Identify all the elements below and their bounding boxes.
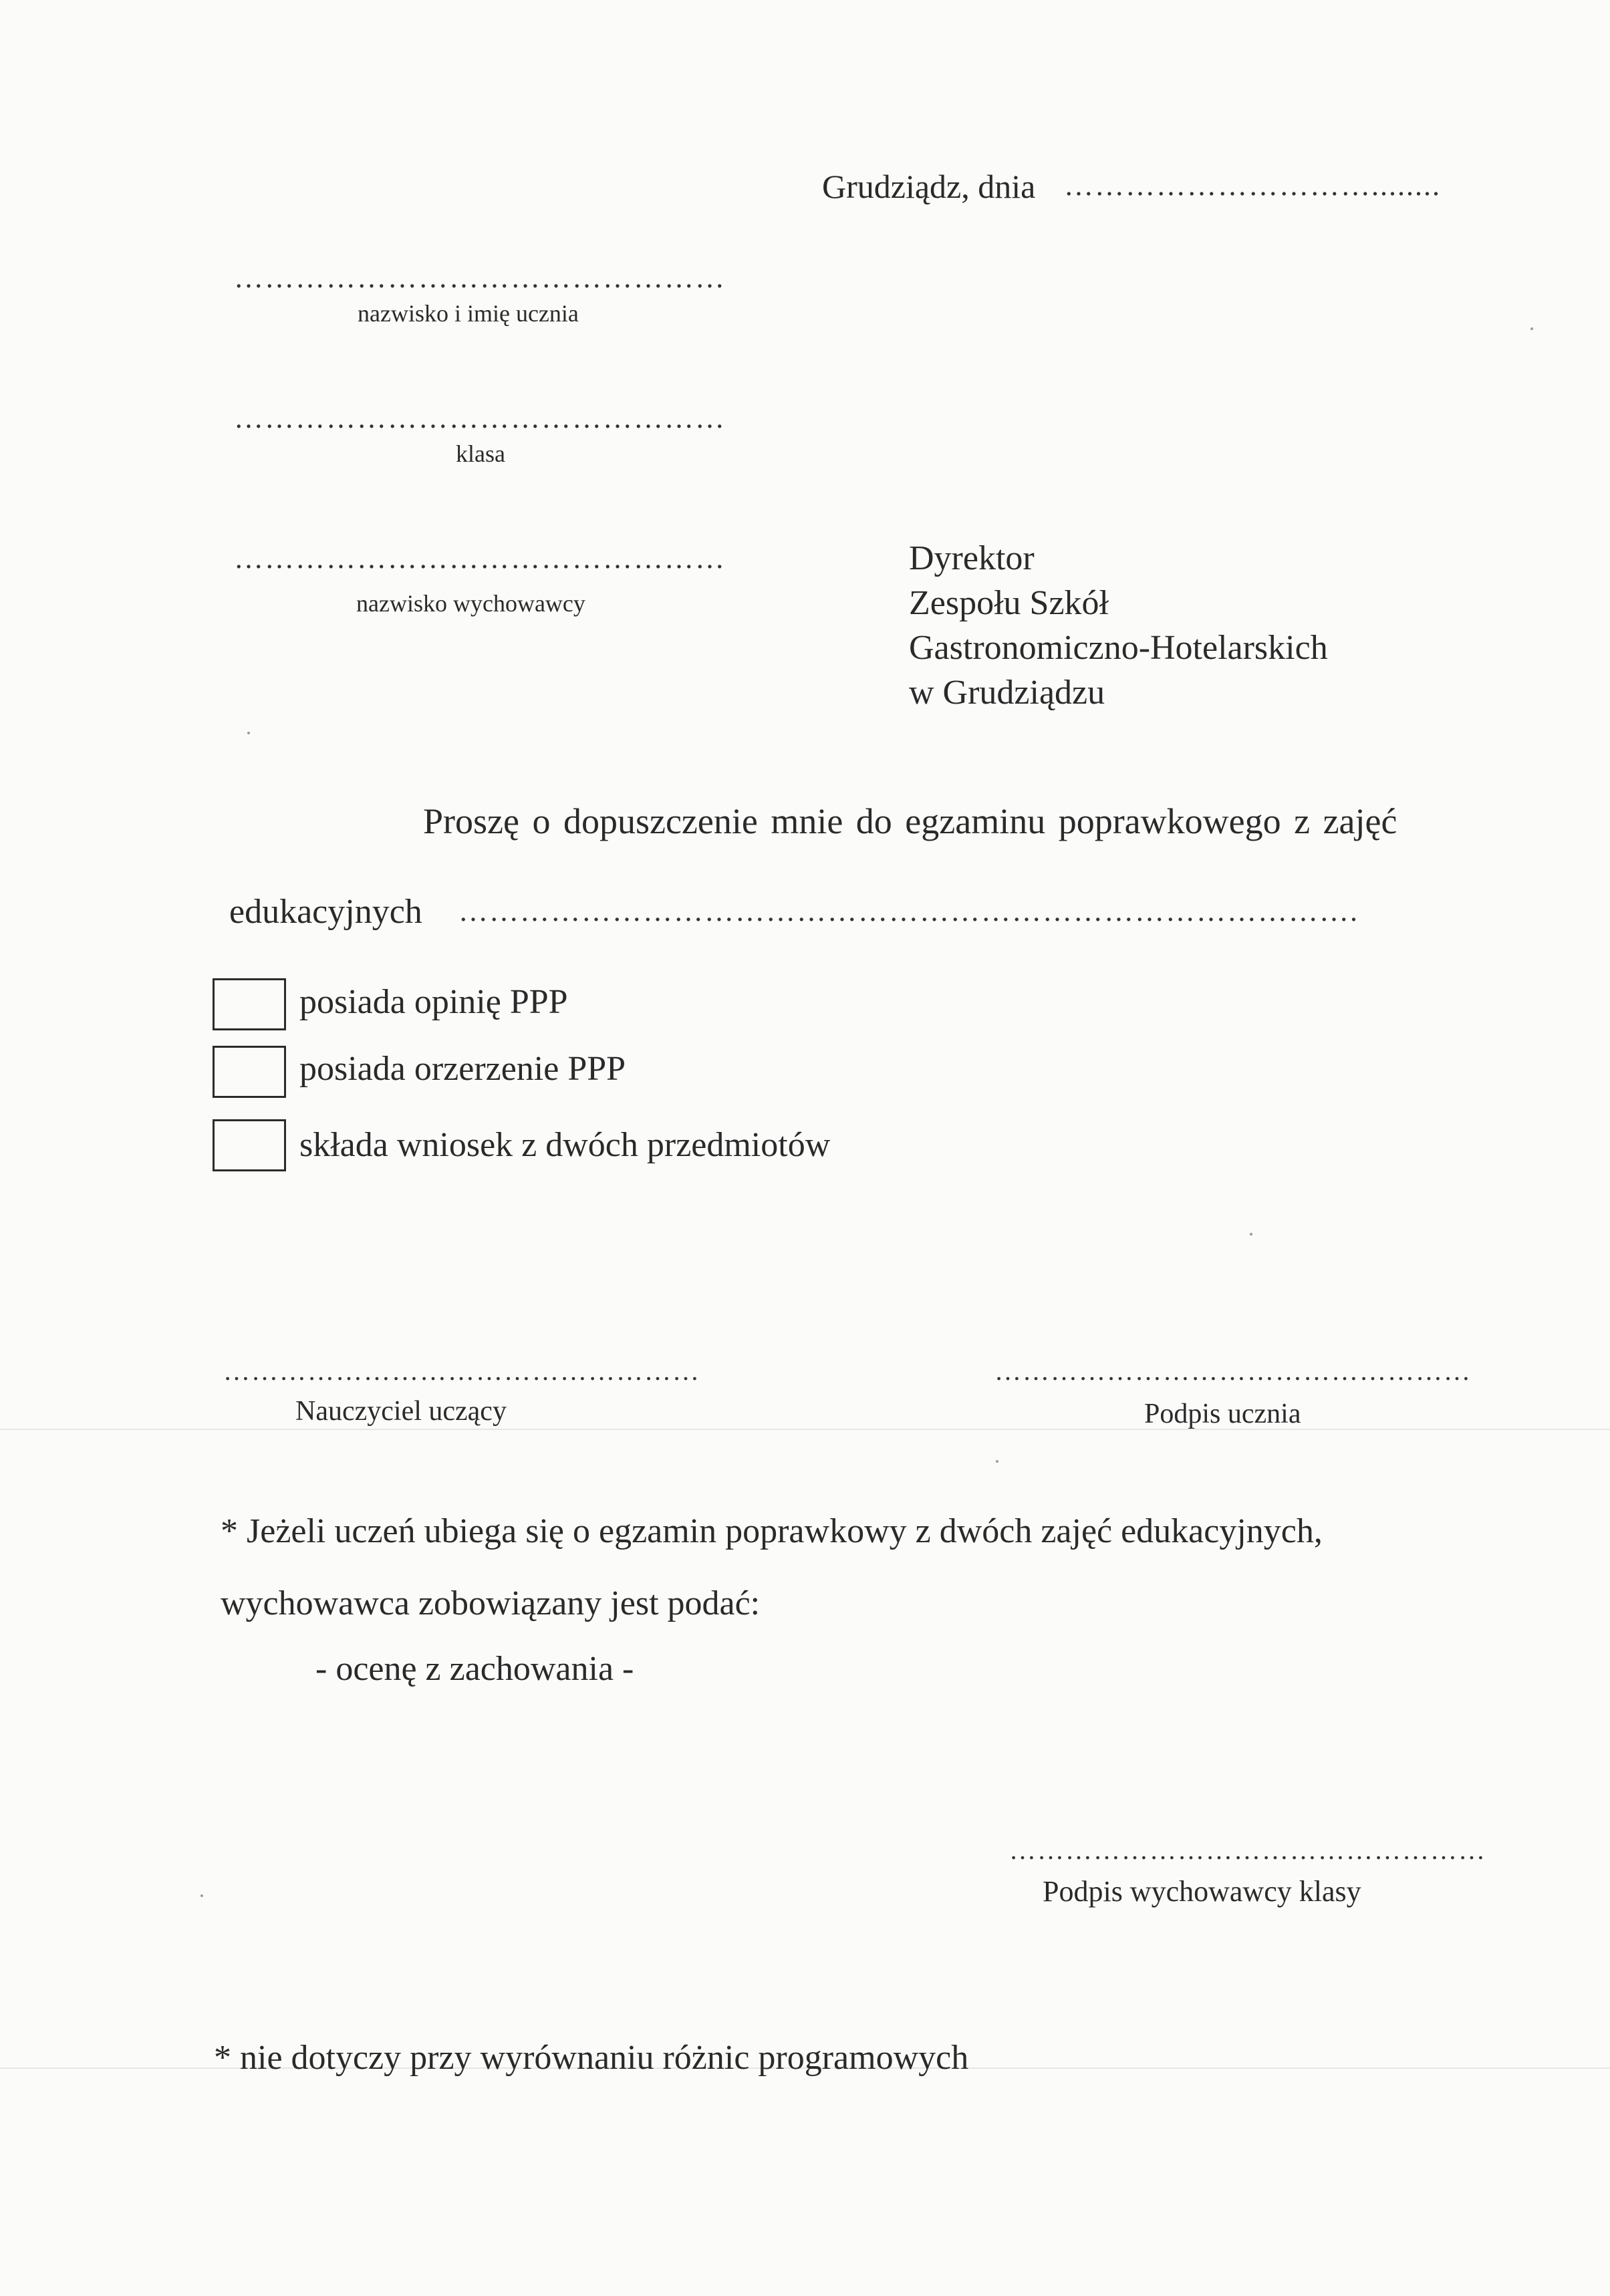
option-label-opinion: posiada opinię PPP bbox=[299, 983, 568, 1021]
date-field[interactable]: …………………………........ bbox=[1064, 169, 1441, 202]
recipient-school-type: Gastronomiczno-Hotelarskich bbox=[909, 629, 1328, 667]
note-line-3: - ocenę z zachowania - bbox=[315, 1650, 634, 1688]
option-label-two-subjects: składa wniosek z dwóch przedmiotów bbox=[299, 1126, 831, 1164]
subjects-label: edukacyjnych bbox=[229, 893, 422, 931]
scan-speck bbox=[200, 1894, 203, 1897]
scan-speck bbox=[247, 732, 250, 734]
scan-speck bbox=[1530, 327, 1533, 330]
tutor-signature-field[interactable]: …………………………………………… bbox=[1009, 1835, 1486, 1865]
student-name-label: nazwisko i imię ucznia bbox=[358, 300, 579, 327]
request-text: Proszę o dopuszczenie mnie do egzaminu poprawkowego z zajęć bbox=[423, 801, 1397, 841]
teacher-signature-field[interactable]: …………………………………………… bbox=[223, 1356, 700, 1386]
option-label-decision: posiada orzerzenie PPP bbox=[299, 1050, 626, 1088]
fold-line-upper bbox=[0, 1429, 1610, 1430]
scan-speck bbox=[1250, 1233, 1252, 1236]
student-signature-label: Podpis ucznia bbox=[1144, 1399, 1301, 1429]
tutor-name-field[interactable]: ………………………………………… bbox=[234, 542, 726, 575]
class-label: klasa bbox=[456, 440, 505, 467]
recipient-title: Dyrektor bbox=[909, 539, 1035, 577]
note-line-2: wychowawca zobowiązany jest podać: bbox=[221, 1584, 761, 1622]
scan-speck bbox=[996, 1460, 998, 1463]
tutor-name-label: nazwisko wychowawcy bbox=[356, 590, 585, 617]
place-date-label: Grudziądz, dnia bbox=[822, 168, 1036, 205]
footer-note: * nie dotyczy przy wyrównaniu różnic programowych bbox=[214, 2039, 969, 2077]
option-checkbox-opinion[interactable] bbox=[213, 978, 286, 1030]
class-field[interactable]: ………………………………………… bbox=[234, 402, 726, 434]
subjects-field[interactable]: ……………………………………………………………………………. bbox=[458, 895, 1359, 927]
option-checkbox-decision[interactable] bbox=[213, 1046, 286, 1098]
tutor-signature-label: Podpis wychowawcy klasy bbox=[1043, 1875, 1361, 1908]
teacher-signature-label: Nauczyciel uczący bbox=[295, 1396, 507, 1427]
student-name-field[interactable]: ………………………………………… bbox=[234, 261, 726, 294]
recipient-city: w Grudziądzu bbox=[909, 674, 1105, 712]
recipient-school: Zespołu Szkół bbox=[909, 584, 1109, 622]
student-signature-field[interactable]: …………………………………………… bbox=[994, 1356, 1472, 1386]
option-checkbox-two-subjects[interactable] bbox=[213, 1119, 286, 1171]
note-line-1: * Jeżeli uczeń ubiega się o egzamin poprawkowy z dwóch zajęć edukacyjnych, bbox=[221, 1512, 1323, 1550]
